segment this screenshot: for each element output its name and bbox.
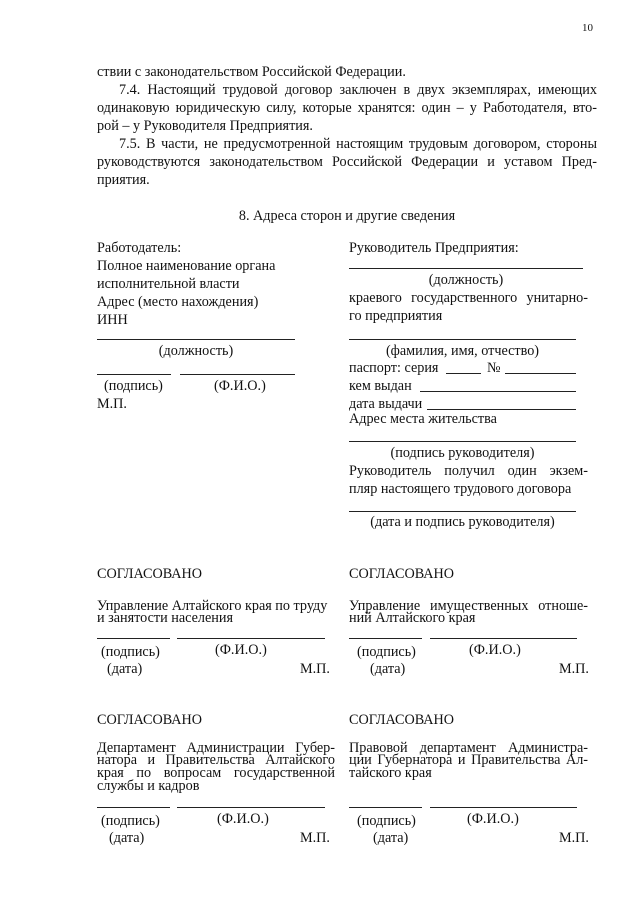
paragraph-7-5-line1: 7.5. В части, не предусмотренной настоящим трудовым договором, стороны xyxy=(119,136,597,152)
passport-series-line xyxy=(446,373,481,374)
director-org-line1: краевого государственного унитарно- xyxy=(349,290,588,306)
approval-2-stamp: М.П. xyxy=(559,661,589,677)
approval-3-signature-caption: (подпись) xyxy=(101,813,160,829)
employer-inn-label: ИНН xyxy=(97,312,128,328)
approval-3-label: СОГЛАСОВАНО xyxy=(97,712,203,728)
director-position-caption: (должность) xyxy=(428,272,504,288)
employer-signature-caption: (подпись) xyxy=(104,378,163,394)
approval-4-org-line3: тайского края xyxy=(349,765,432,781)
employer-fio-caption: (Ф.И.О.) xyxy=(214,378,266,394)
approval-2-fio-line xyxy=(430,638,577,639)
approval-2-org-line1: Управление имущественных отноше- xyxy=(349,598,588,614)
approval-4-signature-line xyxy=(349,807,422,808)
employer-authority-label: исполнительной власти xyxy=(97,276,240,292)
approval-4-stamp: М.П. xyxy=(559,830,589,846)
approval-1-signature-caption: (подпись) xyxy=(101,644,160,660)
director-received-line1: Руководитель получил один экзем- xyxy=(349,463,588,479)
paragraph-7-5-line2: руководствуются законодательством Российской Федерации и уставом Пред- xyxy=(97,154,597,170)
director-date-sign-caption: (дата и подпись руководителя) xyxy=(370,514,555,530)
approval-1-fio-line xyxy=(177,638,325,639)
paragraph-7-5-line3: приятия. xyxy=(97,172,150,188)
director-date-sign-line xyxy=(349,511,576,512)
approval-2-org-line2: ний Алтайского края xyxy=(349,610,476,626)
director-name-caption: (фамилия, имя, отчество) xyxy=(385,343,540,359)
approval-1-org-line1: Управление Алтайского края по труду xyxy=(97,598,328,614)
passport-series-label: паспорт: серия xyxy=(349,360,439,376)
approval-3-org-line4: службы и кадров xyxy=(97,778,200,794)
approval-4-label: СОГЛАСОВАНО xyxy=(349,712,455,728)
employer-signature-line xyxy=(97,374,171,375)
approval-3-org-line1: Департамент Администрации Губер- xyxy=(97,740,335,756)
approval-4-signature-caption: (подпись) xyxy=(357,813,416,829)
approval-3-org-line3: края по вопросам государственной xyxy=(97,765,335,781)
approval-1-org-line2: и занятости населения xyxy=(97,610,234,626)
paragraph-7-4-line2: одинаковую юридическую силу, которые хранятся: один – у Работодателя, вто- xyxy=(97,100,597,116)
approval-3-stamp: М.П. xyxy=(300,830,330,846)
employer-position-caption: (должность) xyxy=(158,343,234,359)
director-heading: Руководитель Предприятия: xyxy=(349,240,519,256)
approval-4-date-caption: (дата) xyxy=(373,830,409,846)
director-signature-line xyxy=(349,441,576,442)
passport-number-label: № xyxy=(487,360,501,376)
paragraph-continuation: ствии с законодательством Российской Федерации. xyxy=(97,64,406,80)
page-number: 10 xyxy=(582,22,593,34)
approval-4-fio-line xyxy=(430,807,577,808)
approval-2-date-caption: (дата) xyxy=(370,661,406,677)
director-received-line2: пляр настоящего трудового договора xyxy=(349,481,572,497)
approval-3-org-line2: натора и Правительства Алтайского xyxy=(97,752,335,768)
passport-number-line xyxy=(505,373,576,374)
approval-3-fio-line xyxy=(177,807,325,808)
approval-3-signature-line xyxy=(97,807,170,808)
approval-2-label: СОГЛАСОВАНО xyxy=(349,566,455,582)
approval-3-date-caption: (дата) xyxy=(109,830,145,846)
approval-4-org-line1: Правовой департамент Администра- xyxy=(349,740,588,756)
approval-1-signature-line xyxy=(97,638,170,639)
approval-2-signature-line xyxy=(349,638,422,639)
residence-address-label: Адрес места жительства xyxy=(349,411,497,427)
issue-date-label: дата выдачи xyxy=(349,396,423,412)
employer-stamp: М.П. xyxy=(97,396,127,412)
employer-fio-line xyxy=(180,374,295,375)
employer-name-label: Полное наименование органа xyxy=(97,258,276,274)
employer-heading: Работодатель: xyxy=(97,240,182,256)
issued-by-label: кем выдан xyxy=(349,378,412,394)
director-org-line2: го предприятия xyxy=(349,308,443,324)
director-position-line xyxy=(349,268,583,269)
approval-2-signature-caption: (подпись) xyxy=(357,644,416,660)
paragraph-7-4-line3: рой – у Руководителя Предприятия. xyxy=(97,118,313,134)
paragraph-7-4-line1: 7.4. Настоящий трудовой договор заключен в двух экземплярах, имеющих xyxy=(119,82,597,98)
section-title: 8. Адреса сторон и другие сведения xyxy=(238,208,456,224)
approval-1-label: СОГЛАСОВАНО xyxy=(97,566,203,582)
approval-1-date-caption: (дата) xyxy=(107,661,143,677)
approval-4-fio-caption: (Ф.И.О.) xyxy=(467,811,519,827)
approval-1-stamp: М.П. xyxy=(300,661,330,677)
employer-position-line xyxy=(97,339,295,340)
issued-by-line xyxy=(420,391,576,392)
approval-3-fio-caption: (Ф.И.О.) xyxy=(217,811,269,827)
approval-1-fio-caption: (Ф.И.О.) xyxy=(215,642,267,658)
approval-2-fio-caption: (Ф.И.О.) xyxy=(469,642,521,658)
director-signature-caption: (подпись руководителя) xyxy=(390,445,535,461)
employer-address-label: Адрес (место нахождения) xyxy=(97,294,259,310)
approval-4-org-line2: ции Губернатора и Правительства Ал- xyxy=(349,752,588,768)
director-name-line xyxy=(349,339,576,340)
